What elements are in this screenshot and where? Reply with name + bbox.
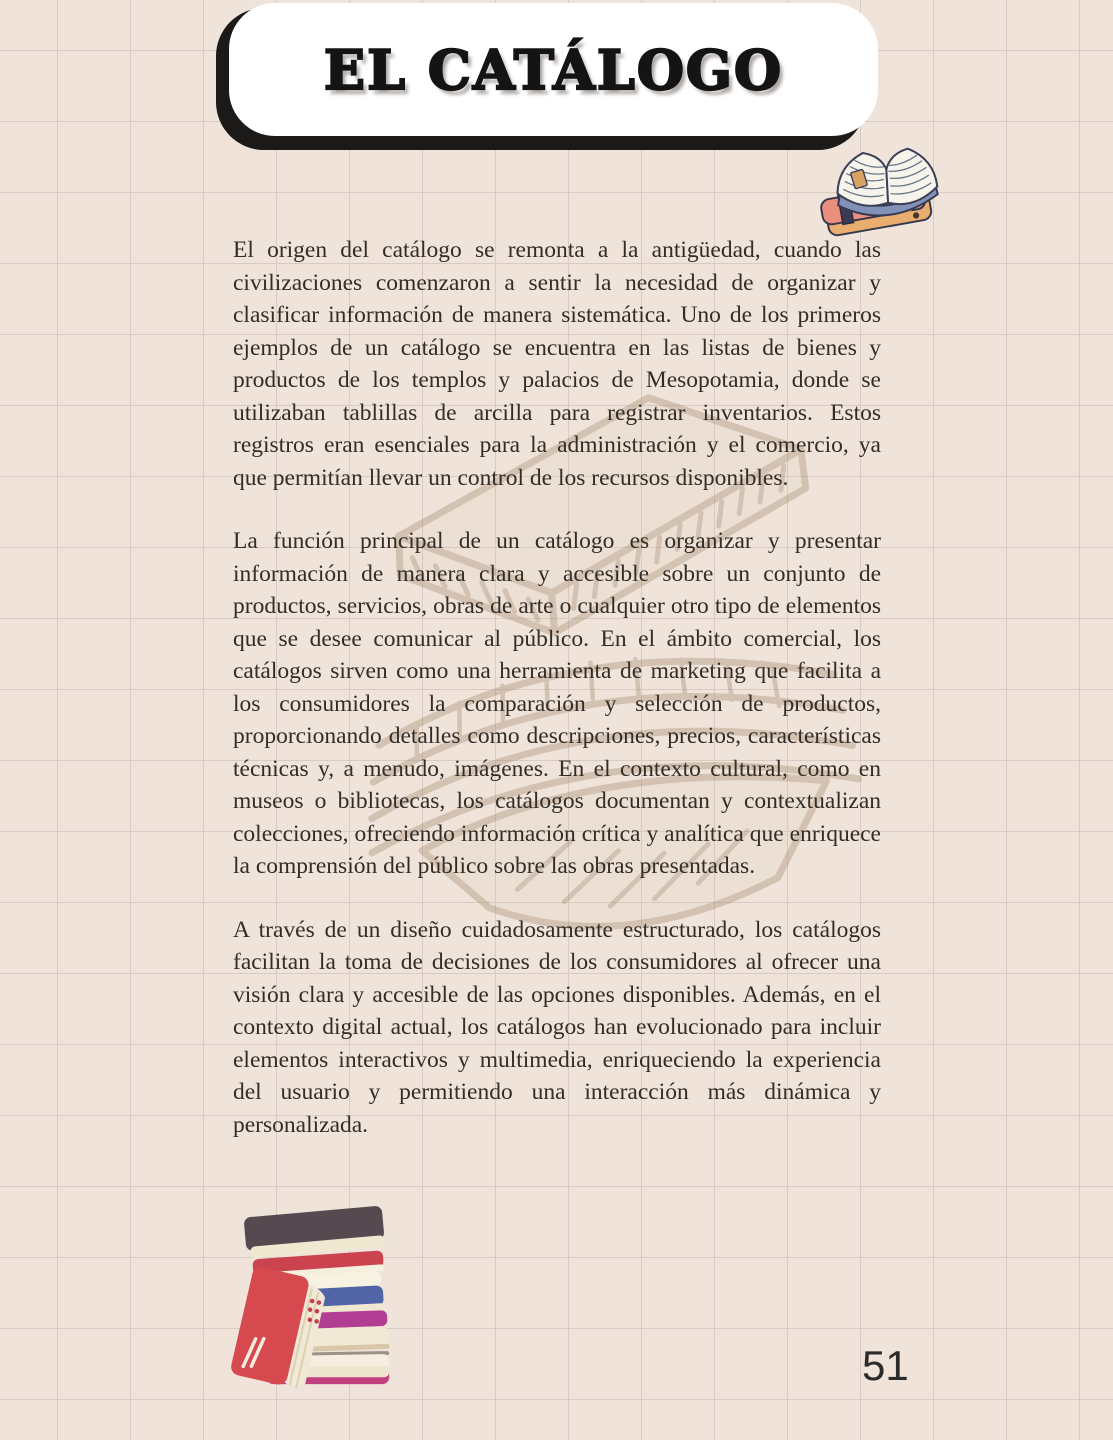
open-book-icon (812, 142, 948, 244)
body-paragraph: El origen del catálogo se remonta a la antigüedad, cuando las civilizaciones comenzaron a sentir la necesidad de organizar y clasificar información de manera sistemática. Uno de los primeros ejemplos de un catálogo se encuentra en las listas de bienes y productos de los templos y palacios de Mesopotamia, donde se utilizaban tablillas de arcilla para registrar inventarios. Estos registros eran esenciales para la administración y el comercio, ya que permitían llevar un control de los recursos disponibles. (233, 237, 881, 491)
title-banner (229, 3, 878, 136)
body-paragraph: La función principal de un catálogo es organizar y presentar información de manera clara y accesible sobre un conjunto de productos, servicios, obras de arte o cualquier otro tipo de elementos que se desee comunicar al público. En el ámbito comercial, los catálogos sirven como una herramienta de marketing que facilita a los consumidores la comparación y selección de productos, proporcionando detalles como descripciones, precios, características técnicas y, a menudo, imágenes. En el contexto cultural, como en museos o bibliotecas, los catálogos documentan y contextualizan colecciones, ofreciendo información crítica y analítica que enriquece la comprensión del público sobre las obras presentadas. (233, 528, 881, 879)
body-text (233, 234, 881, 1172)
page-number: 51 (862, 1342, 909, 1389)
body-paragraph: A través de un diseño cuidadosamente estructurado, los catálogos facilitan la toma de decisiones de los consumidores al ofrecer una visión clara y accesible de las opciones disponibles. Además, en el contexto digital actual, los catálogos han evolucionado para incluir elementos interactivos y multimedia, enriqueciendo la experiencia del usuario y permitiendo una interacción más dinámica y personalizada. (233, 916, 881, 1138)
book-stack-icon (210, 1198, 410, 1396)
page-title: EL CATÁLOGO (323, 37, 784, 102)
